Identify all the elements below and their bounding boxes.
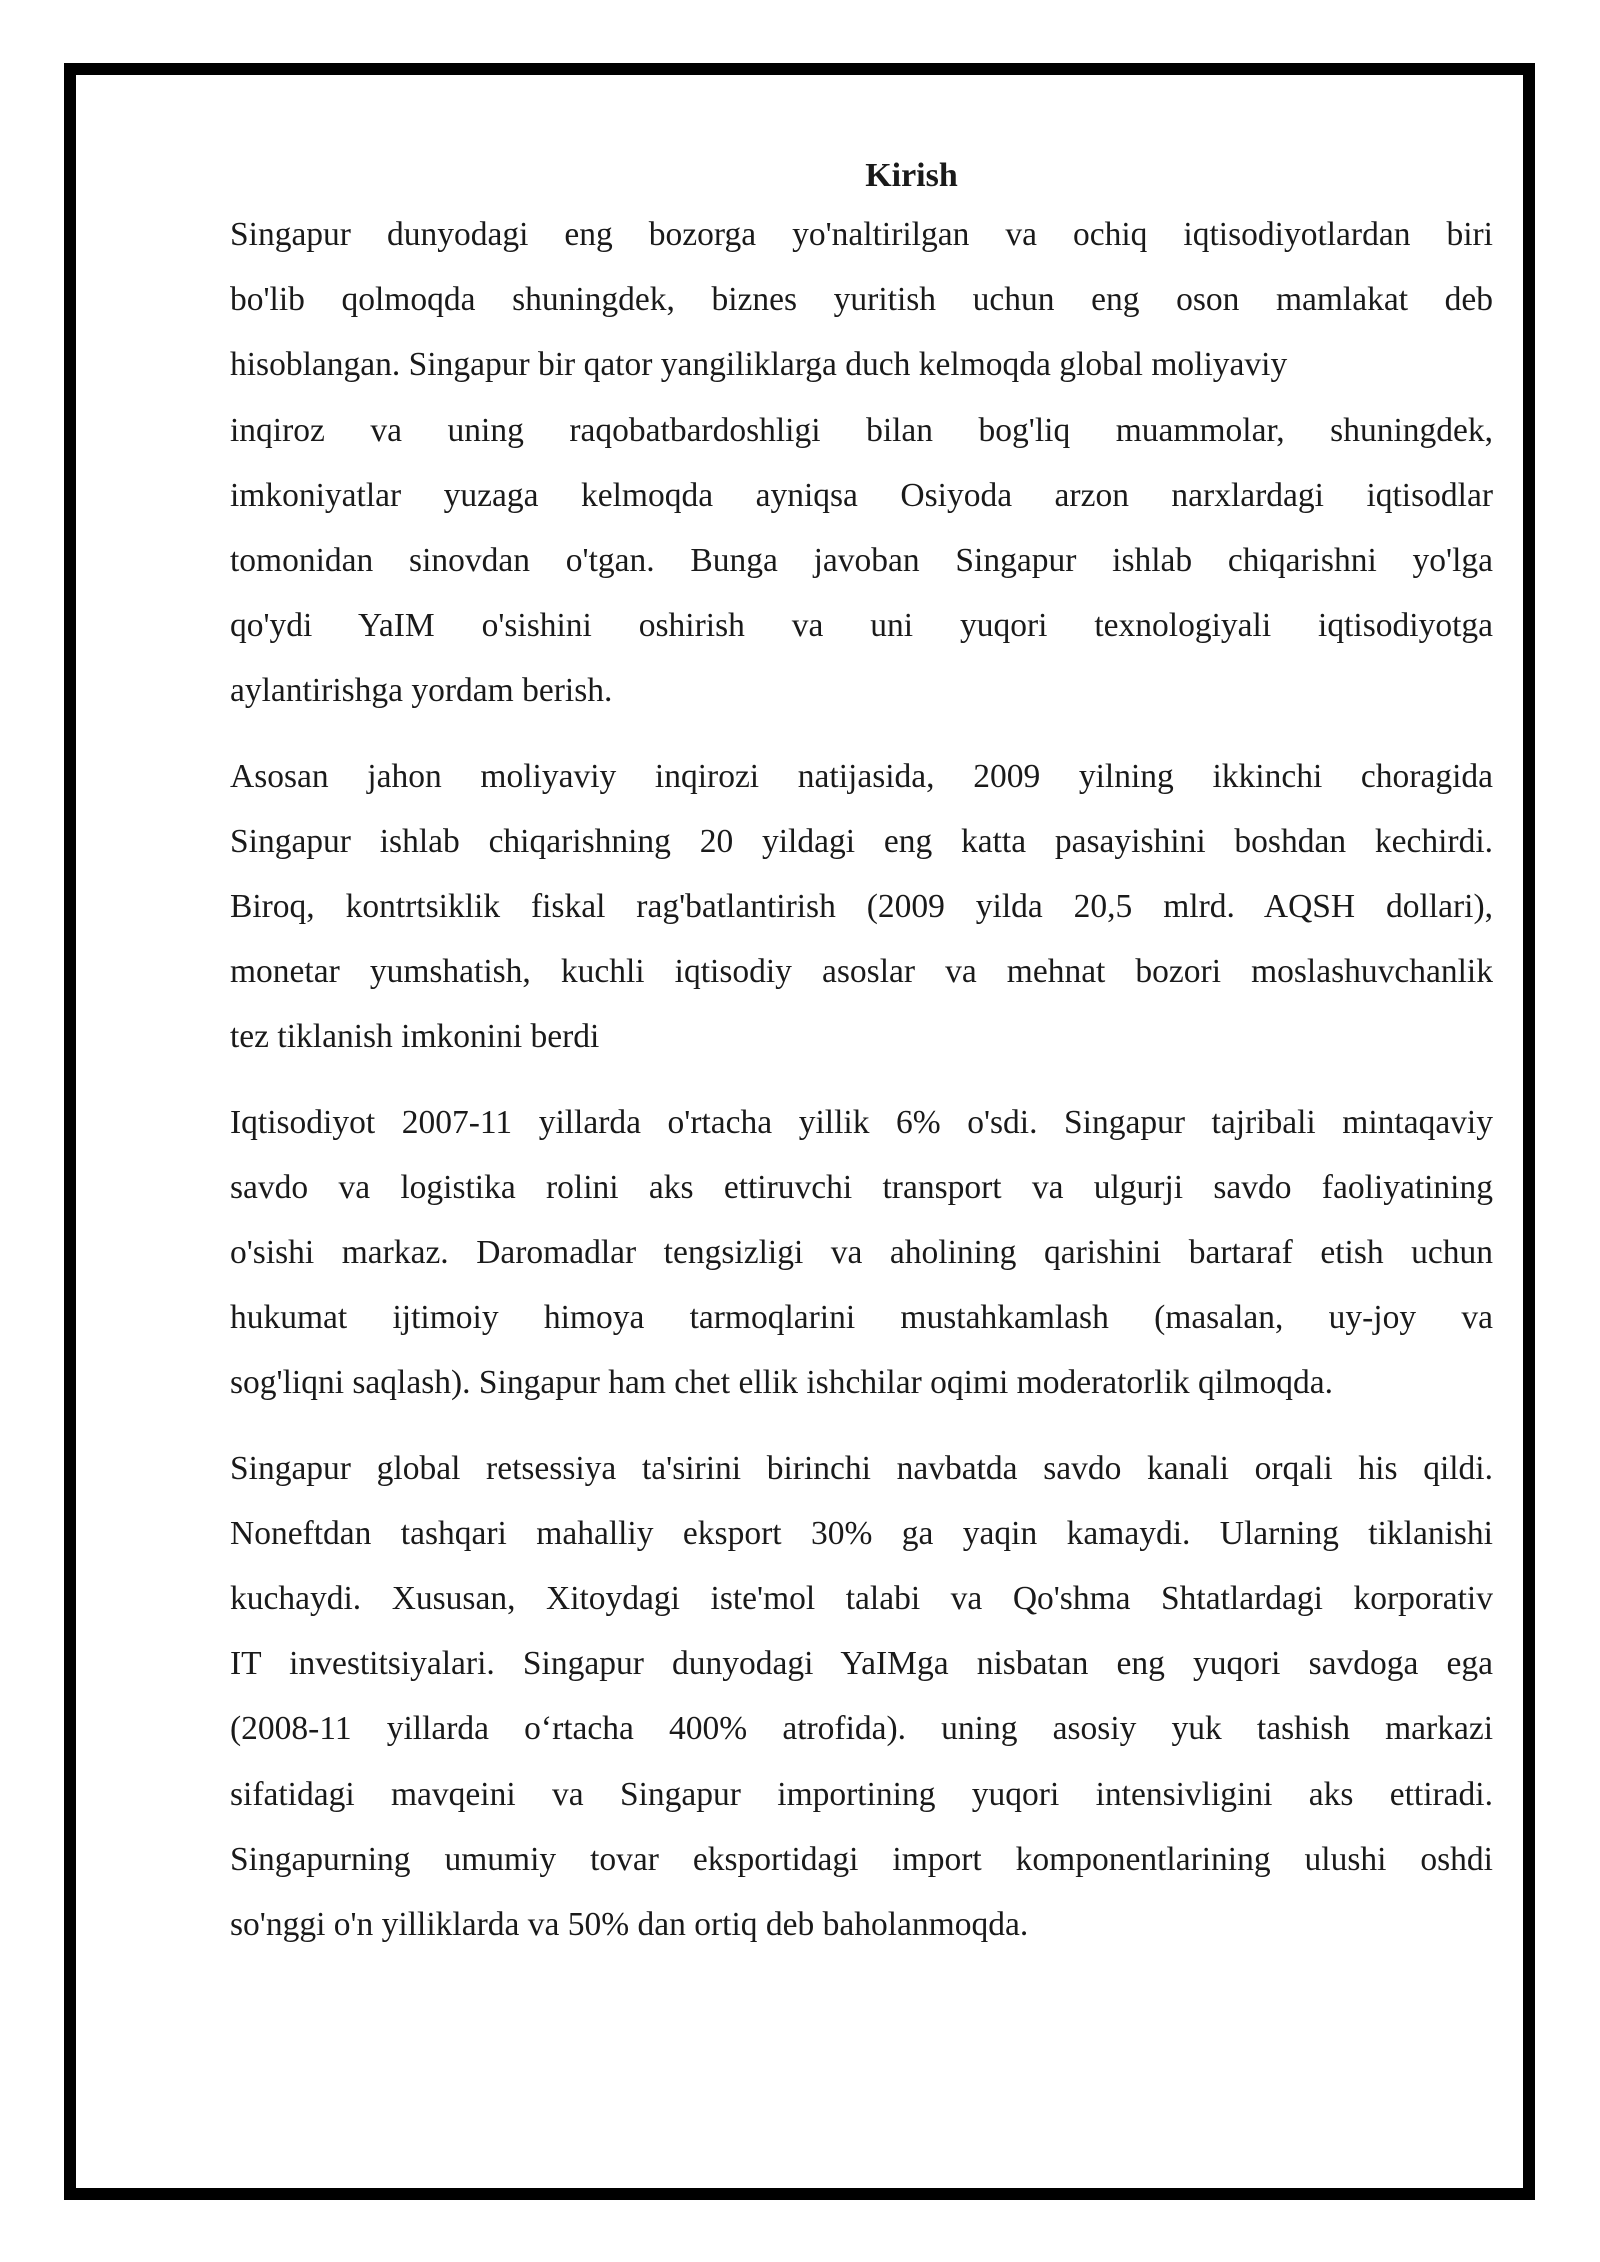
paragraph-4 xyxy=(230,1436,1493,1958)
paragraph-2 xyxy=(230,744,1493,1070)
paragraph-line: Noneftdan tashqari mahalliy eksport 30% ga yaqin kamaydi. Ularning tiklanishi xyxy=(230,1514,1493,1552)
paragraph-line: sog'liqni saqlash). Singapur ham chet ellik ishchilar oqimi moderatorlik qilmoqda. xyxy=(230,1364,1333,1402)
paragraph-line: Singapur ishlab chiqarishning 20 yildagi eng katta pasayishini boshdan kechirdi. xyxy=(230,822,1493,860)
paragraph-line: imkoniyatlar yuzaga kelmoqda ayniqsa Osiyoda arzon narxlardagi iqtisodlar xyxy=(230,476,1493,514)
paragraph-line: tez tiklanish imkonini berdi xyxy=(230,1018,600,1056)
paragraph-line: savdo va logistika rolini aks ettiruvchi transport va ulgurji savdo faoliyatining xyxy=(230,1168,1493,1206)
paragraph-line: so'nggi o'n yilliklarda va 50% dan ortiq deb baholanmoqda. xyxy=(230,1906,1029,1944)
paragraph-line: Asosan jahon moliyaviy inqirozi natijasida, 2009 yilning ikkinchi choragida xyxy=(230,757,1493,795)
paragraph-line: IT investitsiyalari. Singapur dunyodagi YaIMga nisbatan eng yuqori savdoga ega xyxy=(230,1645,1493,1683)
paragraph-line: Iqtisodiyot 2007-11 yillarda o'rtacha yillik 6% o'sdi. Singapur tajribali mintaqaviy xyxy=(230,1103,1493,1141)
document-body xyxy=(230,150,1493,1977)
paragraph-line: inqiroz va uning raqobatbardoshligi bilan bog'liq muammolar, shuningdek, xyxy=(230,411,1493,449)
paragraph-line: Singapur global retsessiya ta'sirini birinchi navbatda savdo kanali orqali his qildi. xyxy=(230,1449,1493,1487)
paragraph-line: Singapur dunyodagi eng bozorga yo'naltirilgan va ochiq iqtisodiyotlardan biri xyxy=(230,216,1493,253)
document-title: Kirish xyxy=(865,157,958,194)
paragraph-line: hukumat ijtimoiy himoya tarmoqlarini mustahkamlash (masalan, uy-joy va xyxy=(230,1299,1493,1337)
paragraph-line: aylantirishga yordam berish. xyxy=(230,672,613,710)
paragraph-line: Singapurning umumiy tovar eksportidagi import komponentlarining ulushi oshdi xyxy=(230,1840,1493,1878)
paragraph-line: (2008-11 yillarda o‘rtacha 400% atrofida). uning asosiy yuk tashish markazi xyxy=(230,1710,1493,1748)
paragraph-line: Biroq, kontrtsiklik fiskal rag'batlantirish (2009 yilda 20,5 mlrd. AQSH dollari), xyxy=(230,888,1493,926)
paragraph-line: monetar yumshatish, kuchli iqtisodiy asoslar va mehnat bozori moslashuvchanlik xyxy=(230,953,1493,991)
paragraph-1 xyxy=(230,202,1493,724)
paragraph-line: hisoblangan. Singapur bir qator yangiliklarga duch kelmoqda global moliyaviy xyxy=(230,346,1288,384)
paragraph-3 xyxy=(230,1090,1493,1416)
paragraph-line: kuchaydi. Xususan, Xitoydagi iste'mol talabi va Qo'shma Shtatlardagi korporativ xyxy=(230,1580,1493,1618)
paragraph-line: tomonidan sinovdan o'tgan. Bunga javoban Singapur ishlab chiqarishni yo'lga xyxy=(230,542,1493,580)
paragraph-line: qo'ydi YaIM o'sishini oshirish va uni yuqori texnologiyali iqtisodiyotga xyxy=(230,607,1493,645)
paragraph-line: sifatidagi mavqeini va Singapur importining yuqori intensivligini aks ettiradi. xyxy=(230,1775,1493,1813)
paragraph-line: o'sishi markaz. Daromadlar tengsizligi va aholining qarishini bartaraf etish uchun xyxy=(230,1234,1493,1272)
paragraph-line: bo'lib qolmoqda shuningdek, biznes yuritish uchun eng oson mamlakat deb xyxy=(230,281,1493,319)
